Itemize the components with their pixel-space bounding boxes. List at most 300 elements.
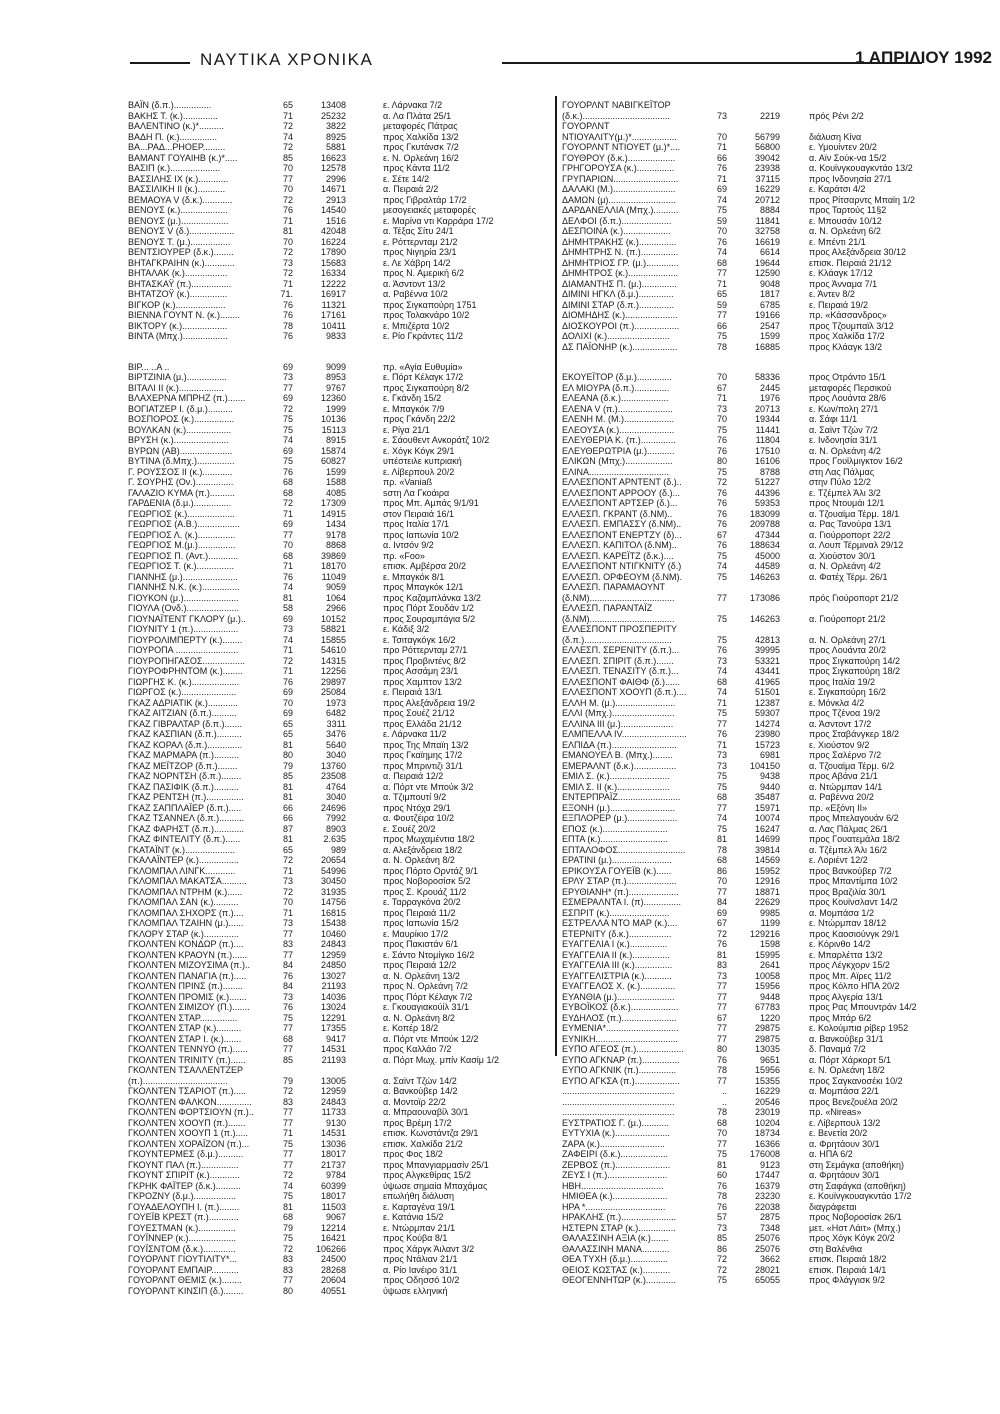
tonnage: 9784 [325,1170,346,1180]
build-year: 68 [716,855,727,865]
tonnage: 106266 [315,1243,346,1254]
ship-name: (δ.κ.)................................... [562,110,671,121]
ship-entry [128,425,540,436]
build-year: 80 [716,1044,727,1054]
ship-entry [128,698,540,709]
movement-note: α. Ν. Ορλεάνη 13/2 [383,970,460,981]
build-year: 76 [716,445,727,456]
movement-note: ε. Ρόττερνταμ 21/2 [383,236,458,247]
movement-note: α. Βανκούβερ 14/2 [383,1086,458,1096]
build-year: 75 [716,205,727,215]
ship-entry [562,761,974,772]
build-year: 68 [282,1212,293,1222]
ship-name: ΕΛΛΕΣΠ. ΚΑΡΕΪΤΖ (δ.κ.).... [562,550,674,561]
ship-entry [562,834,974,845]
ship-name: ............................................. [562,1096,675,1107]
ship-name: ΓΡΗΓΟΡΟΥΣΑ (κ.)............... [562,163,675,173]
movement-note: προς Πόρτ Κέλαγκ 7/2 [383,991,473,1002]
ship-entry [562,258,974,269]
movement-note: α. Άσντοντ 13/2 [383,278,446,289]
build-year: 77 [282,949,293,960]
ship-entry [562,1265,974,1276]
build-year: 76 [716,939,727,949]
tonnage: 23980 [754,729,780,739]
movement-note: α. Σαϊντ Τζών 14/2 [383,1075,457,1086]
build-year: 75 [282,456,293,466]
movement-note: ε. Ρίο Γκράντες 11/2 [383,331,464,341]
ship-entry [562,1191,974,1202]
movement-note: α. Μπραουναβίλ 30/1 [383,1107,469,1117]
movement-note: προς Χαλκίδα 17/2 [809,331,885,341]
tonnage: 56800 [754,142,780,152]
ship-entry [562,205,974,216]
build-year: 73 [282,876,293,886]
build-year: 81 [282,834,293,844]
movement-note: προς Ντουμάι 12/1 [809,498,885,508]
ship-name: ΒΟΣΠΟΡΟΣ (κ.)................ [128,414,235,424]
movement-note: ε. Πειραιά 19/2 [809,299,869,310]
movement-note: προς Κλάαγκ 13/2 [809,341,882,352]
ship-name: ΕΡΛΥ ΣΤΑΡ (π.).................... [562,876,677,886]
build-year: 71 [716,393,727,403]
tonnage: 2875 [759,1212,780,1222]
ship-entry [128,1275,540,1286]
ship-entry [128,456,540,467]
ship-entry [562,111,974,122]
tonnage: 1516 [325,215,346,226]
movement-note: προς Γουϊλμιγκτον 16/2 [809,456,903,466]
build-year: 87 [282,823,293,834]
build-year: 77 [716,1075,727,1086]
ship-name: ΘΕΑ ΤΥΧΗ (δ.μ.)............... [562,1254,669,1264]
ship-name: ΓΚΟΛΝΤΕΝ ΦΑΛΚΟΝ.............. [128,1096,252,1107]
ship-entry [128,372,540,383]
ship-name: ΓΟΥΑΔΕΛΟΥΠΗ Ι. (π.)........ [128,1201,240,1212]
tonnage: 25232 [320,110,346,121]
movement-note: α. Τζουαϊμα Τέρμ. 6/2 [809,760,895,771]
ship-name: ΒΑΪΝ (δ.π.)............... [128,100,212,110]
ship-name: ΕΛΛΕΣΠΟΝΤ ΑΡΤΣΕΡ (δ.)... [562,498,678,508]
movement-note: ε. Σάουθεντ Ανκοράτζ 10/2 [383,435,490,445]
build-year: 76 [282,299,293,310]
tonnage: 40551 [320,1285,346,1296]
ship-entry [128,174,540,185]
tonnage: 23230 [754,1191,780,1201]
movement-note: α. Ρας Τανούρα 13/1 [809,519,892,529]
tonnage: 14915 [320,508,346,519]
tonnage: 43441 [754,666,780,676]
ship-entry [562,477,974,488]
ship-name: ΕΛΛΕΣΠ. ΓΚΡΑΝΤ (δ.ΝΜ).. [562,508,673,519]
tonnage: 9985 [759,907,780,918]
ship-name: ΓΚΟΛΝΤΕΝ ΧΟΟΥΠ (π.)....... [128,1117,246,1128]
movement-note: προς Τζένοα 19/2 [809,708,881,718]
ship-name: ΒΗΤΑΓΚΡΑΙΗΝ (κ.)............ [128,257,235,268]
ship-entry [128,111,540,122]
ship-name: ΓΟΥΕΣΤΜΑΝ (κ.)............... [128,1222,236,1233]
ship-name: ΒΗΤΑΣΚΑΫ (π.)................ [128,278,232,289]
movement-note: ε. Σουέζ 20/2 [383,823,436,834]
ship-entry [128,237,540,248]
tonnage: 67783 [754,1002,780,1012]
ship-name: ΒΑΔΗ Π. (κ.)............... [128,131,218,142]
movement-note: α. Ν. Ορλεάνη 4/2 [809,445,881,456]
tonnage: 1973 [325,697,346,708]
movement-note: ε. Λίβερπουλ 20/2 [383,466,455,477]
build-year: 71. [280,289,293,299]
movement-note: προς Νιγηρία 23/1 [383,247,457,257]
build-year: 70 [716,226,727,236]
build-year: 71 [282,508,293,519]
ship-entry [562,1149,974,1160]
tonnage: 23508 [320,771,346,781]
build-year: 76 [716,163,727,173]
ship-entry [128,593,540,604]
ship-name: ΕΛΙΝΑ................................ [562,466,670,477]
build-year: 75 [282,1138,293,1149]
ship-name: ΓΚΛΟΜΠΑΛ ΤΖΑΙΗΝ (μ.)...... [128,918,244,928]
movement-note: προς Λέγκχορν 15/2 [809,960,890,970]
build-year: 65 [282,718,293,729]
ship-entry [562,750,974,761]
tonnage: 10136 [320,414,346,424]
tonnage: 20604 [320,1275,346,1285]
tonnage: 6785 [759,299,780,310]
ship-entry [562,624,974,635]
movement-note: ε. Καρταγένα 19/1 [383,1201,455,1212]
movement-note: προς Αβάνα 21/1 [809,771,878,781]
build-year: .. [721,1096,727,1107]
build-year: 76 [716,540,727,550]
tonnage: 2913 [325,194,346,205]
build-year: 67 [716,918,727,928]
ship-entry [562,1128,974,1139]
ship-name: ΕΛΛΕΣΠ. ΠΑΡΑΜΑΟΥΝΤ [562,582,665,592]
ship-entry [562,540,974,551]
ship-entry [128,750,540,761]
ship-name: ΕΛΕΝΑ V (π.)...................... [562,403,673,414]
ship-entry [128,258,540,269]
movement-note: επισκ. Πειραιά 18/2 [809,1254,887,1264]
movement-note: προς Ντόχα 29/1 [383,802,451,813]
ship-name: ΒΡΥΣΗ (κ.)...................... [128,435,229,445]
build-year: 68 [282,477,293,487]
build-year: 70 [716,1128,727,1138]
masthead [130,50,992,76]
ship-name: ΓΙΑΝΝΗΣ Ν.Κ. (κ.)............... [128,582,240,592]
tonnage: 14756 [320,897,346,907]
build-year: 77 [282,1023,293,1033]
ship-entry [128,855,540,866]
build-year: 73 [716,655,727,666]
ship-entry [128,1055,540,1066]
build-year: 70 [282,897,293,907]
tonnage: 9440 [759,781,780,792]
left-group-b [128,362,540,1297]
movement-note: προς Ινδονησία 27/1 [809,173,892,184]
tonnage: 11503 [321,1201,346,1212]
ship-name: ΓΚΑΖ ΣΑΠΠΛΑΪΕΡ (δ.π.)..... [128,802,242,813]
ship-name: ΕΡΥΘΙΑΝΗ* (π.).................... [562,886,679,897]
masthead-rule-left [130,62,190,64]
ship-name: ΒΑΣΣΙΛΙΚΗ ΙΙ (κ.)........... [128,184,226,194]
movement-note: προς Φος 18/2 [383,1149,443,1159]
movement-note: ε. Άντεν 8/2 [809,289,855,299]
movement-note: προς Λουάντα 28/6 [809,393,886,403]
ship-entry [128,321,540,332]
ship-name: ΖΑΦΕΙΡΙ (δ.κ.)................... [562,1149,668,1159]
tonnage: 1220 [759,1012,780,1023]
movement-note: προς Μπαντίμπα 10/2 [809,876,898,886]
build-year: 77 [716,310,727,320]
movement-note: προς Βραζιλία 30/1 [809,886,887,897]
ship-name: ΓΚΑΖ ΜΕΪΤΖΟΡ (δ.π.)........ [128,760,238,771]
movement-note: ε. Σιγκαπούρη 16/2 [809,687,886,697]
ship-name: ΓΙΟΥΝΙΤΥ 1 (π.).................. [128,624,239,634]
ship-name: ΓΚΑΖ ΡΕΝΤΣΗ (π.)............... [128,792,244,802]
tonnage: 39814 [754,844,780,855]
ship-entry [128,477,540,488]
build-year: 81 [716,834,727,844]
ship-name: ΓΟΥΟΡΛΝΤ ΝΑΒΙΓΚΕΪΤΟΡ [562,100,671,110]
build-year: 72 [282,1086,293,1096]
ship-name: ΓΚΑΖ ΦΙΝΤΕΛΙΤΥ (δ.π.)...... [128,834,241,844]
build-year: 73 [282,991,293,1002]
movement-note: α. Γιούροπορτ 21/2 [809,613,886,624]
tonnage: 39042 [754,152,780,163]
ship-name: ΔΟΛΙΧΙ (κ.)......................... [562,331,670,341]
ship-name: ΒΙΝΤΑ (Μπχ.).................. [128,331,228,341]
movement-note: α. Ν. Ορλεάνη 4/2 [809,561,881,571]
build-year: 72 [716,928,727,939]
build-year: 71 [282,907,293,918]
tonnage: 8903 [325,823,346,834]
ship-name: ΕΠΤΑ (κ.)........................... [562,834,668,844]
ship-name: Γ. ΣΟΥΡΗΣ (Ον.)............... [128,477,234,487]
ship-entry [562,289,974,300]
tonnage: 32758 [754,226,780,236]
ship-entry [128,1065,540,1076]
ship-entry [562,268,974,279]
tonnage: 2.635 [323,834,346,844]
movement-note: ε. Τσιταγκόγκ 16/2 [383,634,456,645]
movement-note: υπέστειλε κυπριακή [383,456,462,466]
build-year: 68 [716,1117,727,1128]
ship-name: ΓΚΟΛΝΤΕΝ ΧΟΟΥΠ 1 (π.)..... [128,1128,248,1138]
build-year: 57 [716,1212,727,1222]
build-year: 67 [716,1012,727,1023]
build-year: 76 [716,498,727,508]
ship-entry [562,708,974,719]
ship-entry [562,1254,974,1265]
ship-name: ΓΙΟΥΝΑΪΤΕΝΤ ΓΚΛΟΡΥ (μ.).. [128,613,246,624]
build-year: 86 [716,865,727,876]
build-year: 71 [282,1128,293,1138]
ship-entry [128,1044,540,1055]
tonnage: 22038 [754,1201,780,1212]
movement-note: προς Πειραιά 11/2 [383,907,456,918]
movement-note: α. Ν. Ορλεάνη 8/2 [383,855,455,865]
ship-entry [562,845,974,856]
ship-name: ΕΥΤΥΧΙΑ (κ.)...................... [562,1128,671,1138]
ship-entry [562,300,974,311]
ship-entry [562,782,974,793]
tonnage: 15438 [320,918,346,928]
ship-entry [562,1097,974,1108]
ship-name: ΒΗΤΑΛΑΚ (κ.)................. [128,268,228,278]
ship-name: ΕΛΛΕΣΠΟΝΤ ΑΡΝΤΕΝΤ (δ.).. [562,477,682,487]
ship-name: ΓΟΥΪΝΝΕΡ (κ.)................... [128,1233,237,1243]
tonnage: 15355 [754,1075,780,1086]
movement-note: μεταφορές Περσικού [809,382,892,393]
ship-name: ΔΙΟΣΚΟΥΡΟΙ (π.).................. [562,320,680,331]
tonnage: 14036 [320,991,346,1002]
tonnage: 5881 [325,142,346,152]
build-year: 81 [282,781,293,792]
movement-note: ε. Κατάνια 15/2 [383,1212,444,1222]
build-year: 68 [282,1033,293,1044]
movement-note: στον Πειραιά 16/1 [383,508,455,519]
tonnage: 9178 [325,529,346,540]
tonnage: 29875 [754,1023,780,1033]
build-year: 70 [282,236,293,247]
tonnage: 188634 [749,540,780,550]
movement-note: α. Αλεξάνδρεια 18/2 [383,844,463,855]
movement-note: ε. Μπουσάν 10/12 [809,215,882,226]
movement-note: προς Καλλάο 7/2 [383,1044,452,1054]
tonnage: 12959 [320,949,346,960]
build-year: 75 [716,331,727,341]
build-year: 74 [716,687,727,697]
movement-note: α. Σάφι 11/1 [809,414,858,424]
build-year: 72 [282,194,293,205]
build-year: 78 [716,844,727,855]
tonnage: 51227 [754,477,780,487]
build-year: 72 [282,142,293,152]
ship-entry [562,1223,974,1234]
ship-entry [128,1107,540,1118]
tonnage: 13027 [320,970,346,981]
ship-entry [562,992,974,1003]
tonnage: 28268 [320,1264,346,1275]
ship-name: Γ. ΡΟΥΣΣΟΣ ΙΙ (κ.)............ [128,466,233,477]
ship-name: ΔΙΜΙΝΙ ΗΓΚΛ (δ.μ.).............. [562,289,674,299]
ship-name: ΗΡΑΚΛΗΣ (π.)...................... [562,1212,677,1222]
ship-name: ΓΚΑΖ ΚΟΡΑΛ (δ.π.).............. [128,739,243,750]
ship-entry [128,950,540,961]
ship-name: ΔΙΜΙΝΙ ΣΤΑΡ (δ.π.).............. [562,299,674,310]
ship-entry [128,1170,540,1181]
tonnage: 44396 [754,487,780,498]
movement-note: προς Οτράντο 15/1 [809,372,887,382]
build-year: 59 [716,215,727,226]
ship-entry [562,614,974,625]
movement-note: προς Κουϊνσλαντ 14/2 [809,897,898,907]
build-year: 76 [716,236,727,247]
build-year: 77 [282,1149,293,1159]
tonnage: 12222 [320,278,346,289]
build-year: 76 [282,310,293,320]
movement-note: προς Τολακνάρο 10/2 [383,310,470,320]
movement-note: ύψωσε σημαία Μπαχάμας [383,1180,488,1191]
build-year: 83 [282,939,293,949]
ship-entry [562,1244,974,1255]
ship-entry [562,226,974,237]
tonnage: 16815 [320,907,346,918]
ship-entry [128,362,540,373]
movement-note: α. Ιντσόν 9/2 [383,540,434,550]
movement-note: α. Τζουαϊμα Τέρμ. 18/1 [809,508,900,519]
build-year: 60 [716,1170,727,1180]
build-year: 75 [716,823,727,834]
tonnage: 146263 [749,613,780,624]
ship-entry [562,666,974,677]
build-year: 73 [716,760,727,771]
movement-note: sστη Λα Γκοάιρα [383,487,450,498]
build-year: 72 [282,1243,293,1254]
tonnage: 42048 [320,226,346,236]
tonnage: 12590 [754,268,780,278]
movement-note: προς Σουέζ 21/12 [383,708,455,718]
movement-note: α. Πόρτ Χάρκορτ 5/1 [809,1054,892,1065]
build-year: 71 [282,110,293,121]
build-year: 69 [716,184,727,194]
tonnage: 23938 [754,163,780,173]
ship-entry [128,404,540,415]
ship-entry [128,960,540,971]
ship-name: ΓΕΩΡΓΙΟΣ (Α.Β.)................. [128,519,240,529]
build-year: 77 [716,886,727,897]
ship-entry [128,1034,540,1045]
ship-entry [562,331,974,342]
ship-entry [562,383,974,394]
ship-entry [128,876,540,887]
build-year: 71 [716,697,727,708]
movement-note: ε. Υμουίντεν 20/2 [809,142,877,152]
ship-entry [562,771,974,782]
tonnage: 11733 [321,1107,346,1117]
tonnage: 10058 [754,970,780,981]
tonnage: 7992 [325,813,346,823]
movement-note: προς Της Μπαϊη 13/2 [383,739,469,750]
build-year: 78 [716,341,727,352]
ship-name: ΓΚΟΛΝΤΕΝ ΧΟΡΑΪΖΟΝ (π.)... [128,1138,250,1149]
tonnage: 41965 [754,676,780,687]
ship-entry [128,1002,540,1013]
ship-name: ΕΥΠΟ ΑΓΚΝΑΡ (π.)............... [562,1054,680,1065]
ship-name: ΒΕΝΟΥΣ Τ. (μ.)................ [128,236,231,247]
build-year: 77 [282,173,293,184]
movement-note: α. Τζιμπουτί 9/2 [383,792,447,802]
movement-note: α. Μομπάσα 1/2 [809,907,874,918]
movement-note: ε. Μόνκλα 4/2 [809,697,865,708]
ship-name: ΓΟΥΟΡΛΝΤ [562,121,610,131]
ship-name: ΕΛΠΙΔΑ (π.).......................... [562,739,677,750]
build-year: 75 [282,414,293,424]
ship-entry [562,593,974,604]
ship-entry [128,824,540,835]
ship-name: ΓΚΛΟΜΠΑΛ ΣΑΝ (κ.).......... [128,897,239,907]
ship-entry [128,100,540,111]
build-year: 69 [282,519,293,529]
ship-name: ΘΑΛΑΣΣΙΝΗ ΜΑΝΑ........... [562,1243,670,1254]
build-year: 85 [716,1233,727,1243]
tonnage: 14569 [754,855,780,865]
movement-note: προς Μπριντιζι 31/1 [383,760,463,771]
ship-entry [128,845,540,856]
movement-note: α. Μομπάσα 22/1 [809,1086,879,1096]
build-year: 72 [282,655,293,666]
